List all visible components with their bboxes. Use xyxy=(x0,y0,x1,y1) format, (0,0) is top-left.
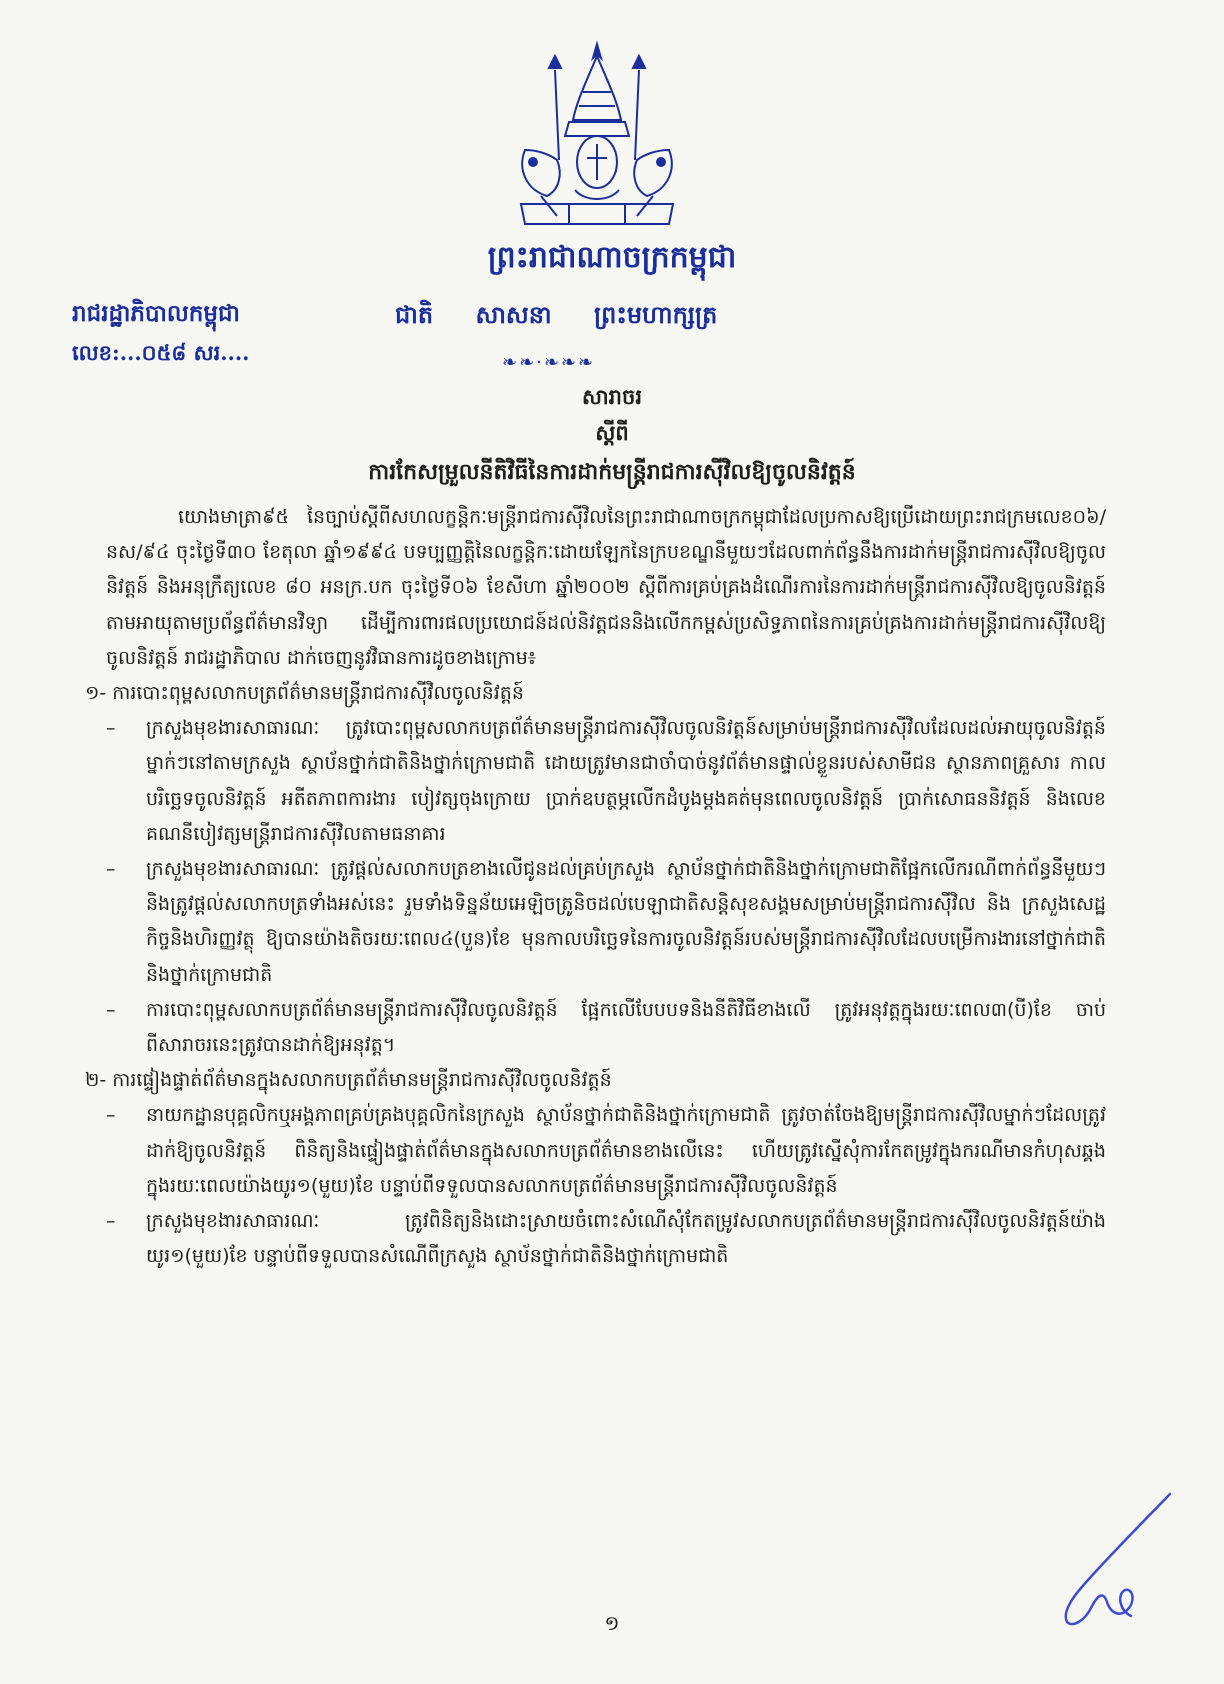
motto-king: ព្រះមហាក្សត្រ xyxy=(593,300,718,329)
document-subject-label: ស្ដីពី xyxy=(595,420,629,445)
section-bullet: – ការបោះពុម្ពសលាកបត្រព័ត៌មានមន្ត្រីរាជការស៊ីវិលចូលនិវត្តន៍ ផ្អែកលើបែបបទនិងនីតិវិធីខាងលើ ត្រូវអនុវត្តក្នុងរយៈពេល៣(បី)ខែ ចាប់ពីសារាចរនេះត្រូវបានដាក់ឱ្យអនុវត្ត។ xyxy=(106,993,1106,1063)
document-number: លេខ:...០៥៨ សរ.... xyxy=(72,340,250,365)
section-heading: ២- ការផ្ទៀងផ្ទាត់ព័ត៌មានក្នុងសលាកបត្រព័ត៌មានមន្ត្រីរាជការស៊ីវិលចូលនិវត្តន៍ xyxy=(85,1069,612,1092)
section-heading: ១- ការបោះពុម្ពសលាកបត្រព័ត៌មានមន្ត្រីរាជការស៊ីវិលចូលនិវត្តន៍ xyxy=(85,682,524,705)
government-name: រាជរដ្ឋាភិបាលកម្ពុជា xyxy=(72,300,240,327)
section-bullet: – ក្រសួងមុខងារសាធារណៈ ត្រូវពិនិត្យនិងដោះស្រាយចំពោះសំណើសុំកែតម្រូវសលាកបត្រព័ត៌មានមន្ត្រីរាជការស៊ីវិលចូលនិវត្តន៍យ៉ាងយូរ១(មួយ)ខែ បន្ទាប់ពីទទួលបានសំណើពីក្រសួង ស្ថាប័នថ្នាក់ជាតិនិងថ្នាក់ក្រោមជាតិ xyxy=(106,1204,1106,1274)
page-number: ១ xyxy=(604,1611,620,1635)
national-motto xyxy=(395,300,751,335)
kingdom-title: ព្រះរាជាណាចក្រកម្ពុជា xyxy=(487,240,737,275)
section-bullet: – នាយកដ្ឋានបុគ្គលិកឬអង្គភាពគ្រប់គ្រងបុគ្គលិកនៃក្រសួង ស្ថាប័នថ្នាក់ជាតិនិងថ្នាក់ក្រោមជាតិ ត្រូវចាត់ចែងឱ្យមន្ត្រីរាជការស៊ីវិលម្នាក់ៗដែលត្រូវដាក់ឱ្យចូលនិវត្តន៍ ពិនិត្យនិងផ្ទៀងផ្ទាត់ព័ត៌មានក្នុងសលាកបត្រព័ត៌មានខាងលើនេះ ហើយត្រូវស្នើសុំការកែតម្រូវក្នុងករណីមានកំហុសឆ្គងក្នុងរយៈពេលយ៉ាងយូរ១(មួយ)ខែ បន្ទាប់ពីទទួលបានសលាកបត្រព័ត៌មានមន្ត្រីរាជការស៊ីវិលចូលនិវត្តន៍ xyxy=(106,1098,1106,1204)
handwritten-signature-mark xyxy=(1045,1490,1175,1630)
document-title: ការកែសម្រួលនីតិវិធីនៃការដាក់មន្ត្រីរាជការស៊ីវិលឱ្យចូលនិវត្តន៍ xyxy=(368,459,856,485)
section-bullet: – ក្រសួងមុខងារសាធារណៈ ត្រូវបោះពុម្ពសលាកបត្រព័ត៌មានមន្ត្រីរាជការស៊ីវិលចូលនិវត្តន៍សម្រាប់មន្ត្រីរាជការស៊ីវិលដែលដល់អាយុចូលនិវត្តន៍ម្នាក់ៗនៅតាមក្រសួង ស្ថាប័នថ្នាក់ជាតិនិងថ្នាក់ក្រោមជាតិ ដោយត្រូវមានជាចាំបាច់នូវព័ត៌មានផ្ទាល់ខ្លួនរបស់សាមីជន ស្ថានភាពគ្រួសារ កាលបរិច្ឆេទចូលនិវត្តន៍ អតីតភាពការងារ បៀវត្សចុងក្រោយ ប្រាក់ឧបត្ថម្ភលើកដំបូងម្ដងគត់មុនពេលចូលនិវត្តន៍ ប្រាក់សោធននិវត្តន៍ និងលេខគណនីបៀវត្សមន្ត្រីរាជការស៊ីវិលតាមធនាគារ xyxy=(106,711,1106,852)
ornament-divider: ❧❧·❧❧❧ xyxy=(502,352,596,373)
document-type: សារាចរ xyxy=(582,384,642,409)
section-bullet: – ក្រសួងមុខងារសាធារណៈ ត្រូវផ្ដល់សលាកបត្រខាងលើជូនដល់គ្រប់ក្រសួង ស្ថាប័នថ្នាក់ជាតិនិងថ្នាក់ក្រោមជាតិផ្អែកលើករណីពាក់ព័ន្ធនីមួយៗនិងត្រូវផ្ដល់សលាកបត្រទាំងអស់នេះ រួមទាំងទិន្នន័យអេឡិចត្រូនិចដល់បេឡាជាតិសន្តិសុខសង្គមសម្រាប់មន្ត្រីរាជការស៊ីវិល និង ក្រសួងសេដ្ឋកិច្ចនិងហិរញ្ញវត្ថុ ឱ្យបានយ៉ាងតិចរយៈពេល៤(បួន)ខែ មុនកាលបរិច្ឆេទនៃការចូលនិវត្តន៍របស់មន្ត្រីរាជការស៊ីវិលដែលបម្រើការងារនៅថ្នាក់ជាតិនិងថ្នាក់ក្រោមជាតិ xyxy=(106,852,1106,993)
intro-paragraph: យោងមាត្រា៩៥ នៃច្បាប់ស្ដីពីសហលក្ខន្តិកៈមន្ត្រីរាជការស៊ីវិលនៃព្រះរាជាណាចក្រកម្ពុជាដែលប្រកាសឱ្យប្រើដោយព្រះរាជក្រមលេខ០៦/នស/៩៤ ចុះថ្ងៃទី៣០ ខែតុលា ឆ្នាំ១៩៩៤ បទប្បញ្ញត្តិនៃលក្ខន្តិកៈដោយឡែកនៃក្របខណ្ឌនីមួយៗដែលពាក់ព័ន្ធនឹងការដាក់មន្ត្រីរាជការស៊ីវិលឱ្យចូលនិវត្តន៍ និងអនុក្រឹត្យលេខ ៨០ អនក្រ.បក ចុះថ្ងៃទី០៦ ខែសីហា ឆ្នាំ២០០២ ស្ដីពីការគ្រប់គ្រងដំណើរការនៃការដាក់មន្ត្រីរាជការស៊ីវិលឱ្យចូលនិវត្តន៍តាមអាយុតាមប្រព័ន្ធព័ត៌មានវិទ្យា ដើម្បីការពារផលប្រយោជន៍ដល់និវត្តជននិងលើកកម្ពស់ប្រសិទ្ធភាពនៃការគ្រប់គ្រងការដាក់មន្ត្រីរាជការស៊ីវិលឱ្យចូលនិវត្តន៍ រាជរដ្ឋាភិបាល ដាក់ចេញនូវវិធានការដូចខាងក្រោម៖ xyxy=(106,506,1106,669)
royal-coat-of-arms-icon xyxy=(497,40,697,235)
motto-religion: សាសនា xyxy=(475,300,552,329)
motto-nation: ជាតិ xyxy=(395,300,434,329)
document-body xyxy=(85,500,1106,1274)
